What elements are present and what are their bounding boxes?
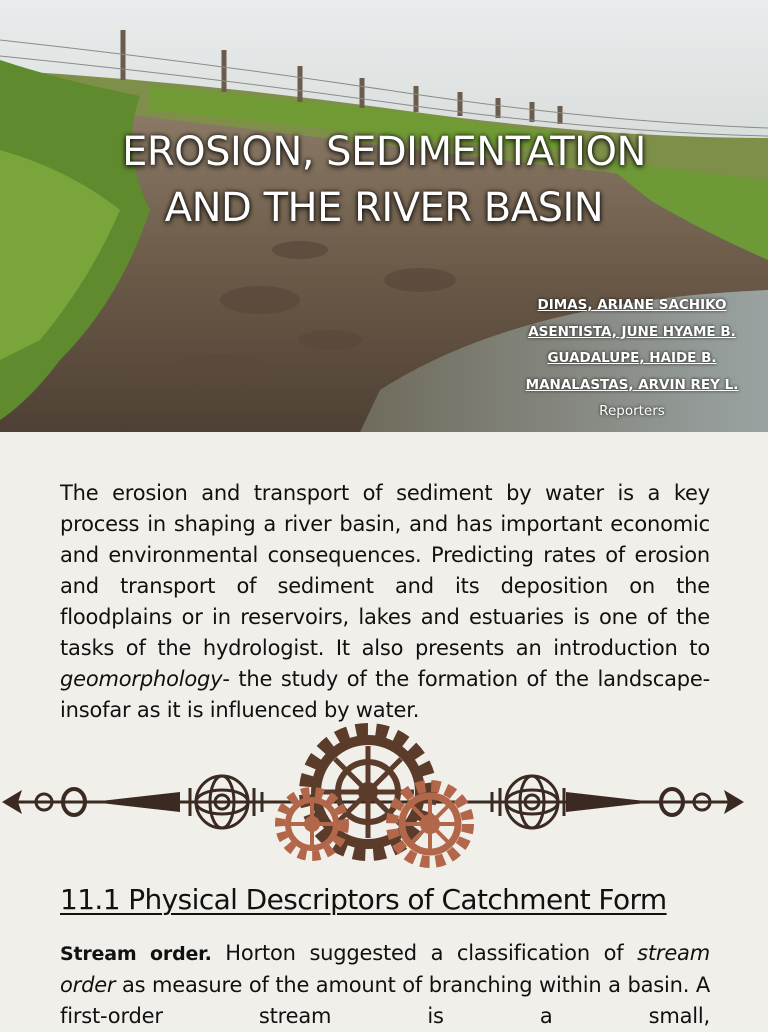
reporter-name: ASENTISTA, JUNE HYAME B. [528, 323, 736, 340]
slide-title [0, 124, 768, 236]
stream-order-text-end: as measure of the amount of branching within a basin. A first-order stream is a small, [60, 973, 710, 1028]
intro-text: The erosion and transport of sediment by water is a key process in shaping a river basin, and has important economic and environmental consequences. Predicting rates of erosion and transport of sediment and its deposition on the floodplains or in reservoirs, lakes and estuaries is one of the tasks of the hydrologist. It also presents an introduction to [60, 481, 710, 660]
stream-order-term: Stream order. [60, 943, 212, 965]
slide-title-line-1: EROSION, SEDIMENTATION [122, 129, 646, 175]
reporter-name: DIMAS, ARIANE SACHIKO [537, 297, 727, 313]
intro-paragraph [60, 478, 710, 726]
section-heading: 11.1 Physical Descriptors of Catchment Form [60, 883, 667, 916]
reporters-label: Reporters [599, 403, 665, 419]
gear-ornament-divider [0, 722, 768, 872]
slide-title-line-2: AND THE RIVER BASIN [164, 185, 604, 231]
stream-order-paragraph [60, 938, 710, 1032]
reporters-list [500, 292, 764, 425]
title-slide [0, 0, 768, 432]
intro-emphasis: geomorphology [60, 667, 223, 691]
reporter-name: GUADALUPE, HAIDE B. [547, 350, 717, 366]
stream-order-emphasis: stream order [60, 941, 710, 997]
reporter-name: MANALASTAS, ARVIN REY L. [525, 376, 739, 393]
intro-text-end: - the study of the formation of the landscape- insofar as it is influenced by water. [60, 667, 710, 722]
stream-order-text: Horton suggested a classification of [211, 941, 638, 965]
